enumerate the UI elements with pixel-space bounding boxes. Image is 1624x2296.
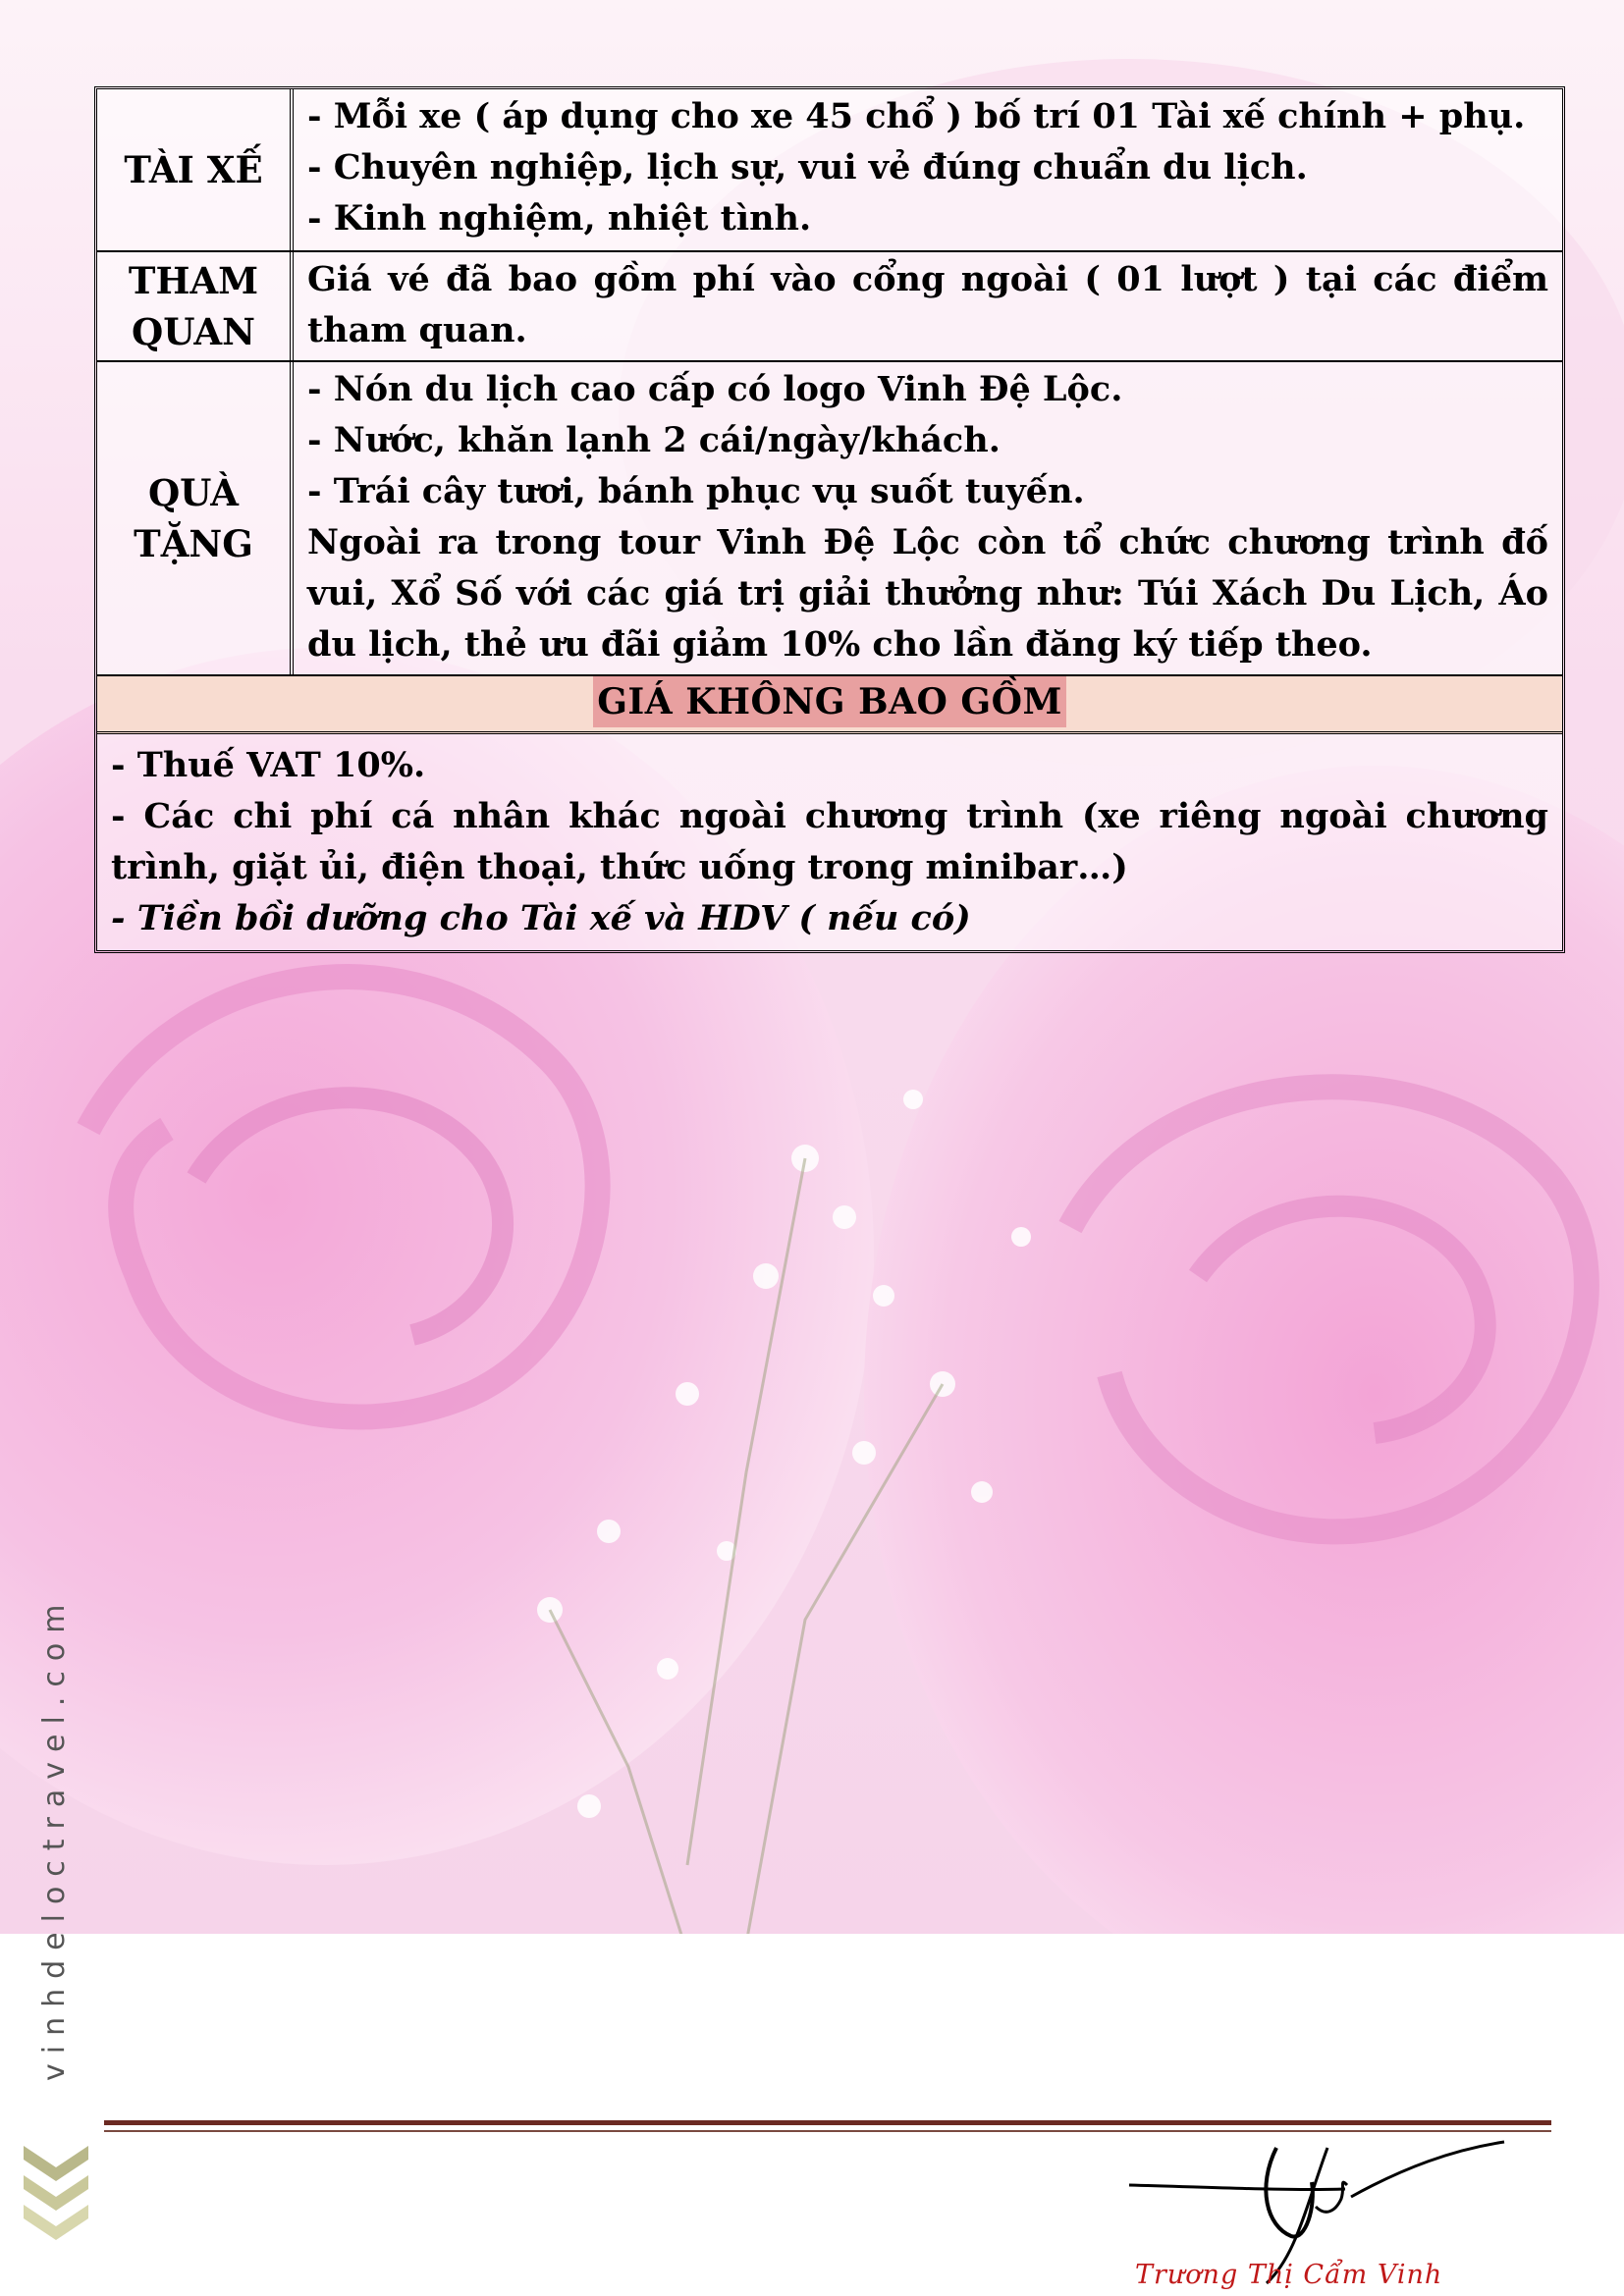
driver-line-2: - Chuyên nghiệp, lịch sự, vui vẻ đúng chuẩn du lịch. [307, 147, 1308, 187]
sightseeing-details [294, 252, 1562, 360]
excluded-heading: GIÁ KHÔNG BAO GỒM [593, 676, 1066, 727]
driver-line-1: - Mỗi xe ( áp dụng cho xe 45 chổ ) bố trí 01 Tài xế chính + phụ. [307, 96, 1526, 136]
driver-heading: TÀI XẾ [97, 89, 294, 250]
gifts-line-1: - Nón du lịch cao cấp có logo Vinh Đệ Lộc. [307, 369, 1123, 409]
signature-name: Trương Thị Cẩm Vinh [1135, 2260, 1443, 2290]
gifts-heading [97, 362, 294, 674]
row-sightseeing [97, 252, 1562, 362]
footer-divider [104, 2120, 1551, 2125]
services-table [94, 86, 1565, 953]
chevron-down-icon [22, 2138, 90, 2246]
gifts-heading-line-1: QUÀ [147, 471, 240, 514]
excluded-item-2: - Các chi phí cá nhân khác ngoài chương trình (xe riêng ngoài chương trình, giặt ủi, điện thoại, thức uống trong minibar…) [111, 796, 1548, 887]
sightseeing-heading-line-1: THAM [128, 259, 259, 302]
sightseeing-text: Giá vé đã bao gồm phí vào cổng ngoài ( 01 lượt ) tại các điểm tham quan. [307, 259, 1548, 350]
row-gifts [97, 362, 1562, 676]
excluded-item-3: - Tiền bồi dưỡng cho Tài xế và HDV ( nếu có) [111, 898, 971, 938]
driver-line-3: - Kinh nghiệm, nhiệt tình. [307, 198, 812, 239]
row-driver [97, 89, 1562, 252]
gifts-line-2: - Nước, khăn lạnh 2 cái/ngày/khách. [307, 420, 1001, 460]
gifts-details [294, 362, 1562, 674]
gifts-paragraph: Ngoài ra trong tour Vinh Đệ Lộc còn tổ chức chương trình đố vui, Xổ Số với các giá trị giải thưởng như: Túi Xách Du Lịch, Áo du lịch, thẻ ưu đãi giảm 10% cho lần đăng ký tiếp theo. [307, 522, 1548, 665]
driver-details [294, 89, 1562, 250]
gifts-heading-line-2: TẶNG [134, 522, 253, 565]
gifts-line-3: - Trái cây tươi, bánh phục vụ suốt tuyến. [307, 471, 1085, 511]
excluded-item-1: - Thuế VAT 10%. [111, 745, 426, 785]
website-url: vinhdeloctravel.com [37, 1594, 72, 2081]
sightseeing-heading-line-2: QUAN [132, 310, 255, 353]
excluded-details [97, 734, 1562, 950]
sightseeing-heading [97, 252, 294, 360]
excluded-heading-band [97, 676, 1562, 734]
